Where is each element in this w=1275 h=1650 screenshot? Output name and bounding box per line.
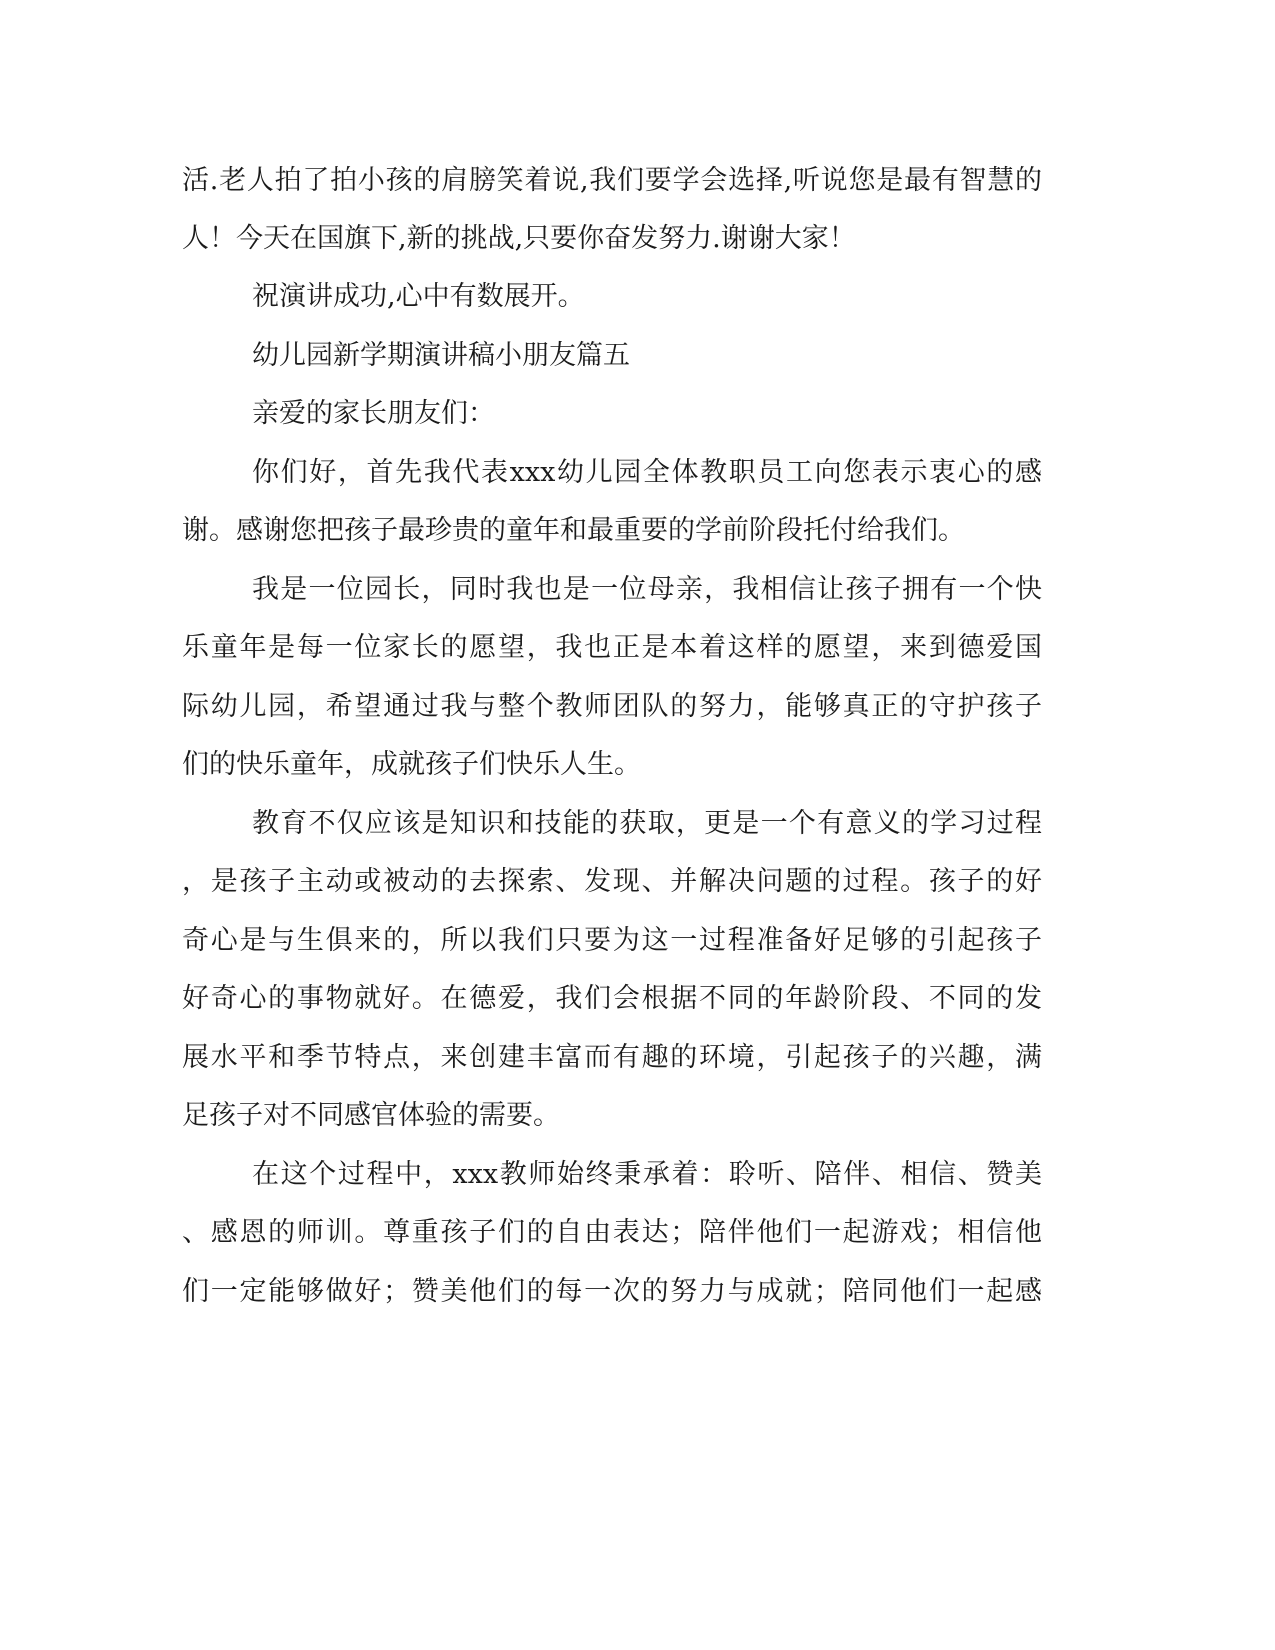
paragraph-line: 在这个过程中，xxx教师始终秉承着：聆听、陪伴、相信、赞美 — [252, 1159, 1042, 1190]
paragraph-line: 教育不仅应该是知识和技能的获取，更是一个有意义的学习过程 — [252, 808, 1042, 839]
paragraph-line: 们的快乐童年，成就孩子们快乐人生。 — [182, 749, 641, 780]
paragraph-line: 我是一位园长，同时我也是一位母亲，我相信让孩子拥有一个快 — [252, 574, 1042, 605]
paragraph-line: 际幼儿园，希望通过我与整个教师团队的努力，能够真正的守护孩子 — [182, 691, 1042, 722]
paragraph-line: 足孩子对不同感官体验的需要。 — [182, 1100, 560, 1131]
paragraph-line: 好奇心的事物就好。在德爱，我们会根据不同的年龄阶段、不同的发 — [182, 983, 1042, 1014]
paragraph-line: 们一定能够做好；赞美他们的每一次的努力与成就；陪同他们一起感 — [182, 1276, 1042, 1307]
paragraph-line: 奇心是与生俱来的，所以我们只要为这一过程准备好足够的引起孩子 — [182, 925, 1042, 956]
section-heading: 幼儿园新学期演讲稿小朋友篇五 — [252, 340, 630, 371]
paragraph-line: ，是孩子主动或被动的去探索、发现、并解决问题的过程。孩子的好 — [182, 866, 1042, 897]
paragraph-line: 谢。感谢您把孩子最珍贵的童年和最重要的学前阶段托付给我们。 — [182, 515, 965, 546]
paragraph-line: 你们好，首先我代表xxx幼儿园全体教职员工向您表示衷心的感 — [252, 457, 1042, 488]
paragraph-line: 人！今天在国旗下,新的挑战,只要你奋发努力.谢谢大家！ — [182, 223, 856, 254]
salutation: 亲爱的家长朋友们： — [252, 398, 495, 429]
paragraph-line: 祝演讲成功,心中有数展开。 — [252, 281, 585, 312]
paragraph-line: 、感恩的师训。尊重孩子们的自由表达；陪伴他们一起游戏；相信他 — [182, 1217, 1042, 1248]
paragraph-line: 展水平和季节特点，来创建丰富而有趣的环境，引起孩子的兴趣，满 — [182, 1042, 1042, 1073]
paragraph-line: 活.老人拍了拍小孩的肩膀笑着说,我们要学会选择,听说您是最有智慧的 — [182, 165, 1042, 196]
paragraph-line: 乐童年是每一位家长的愿望，我也正是本着这样的愿望，来到德爱国 — [182, 632, 1042, 663]
